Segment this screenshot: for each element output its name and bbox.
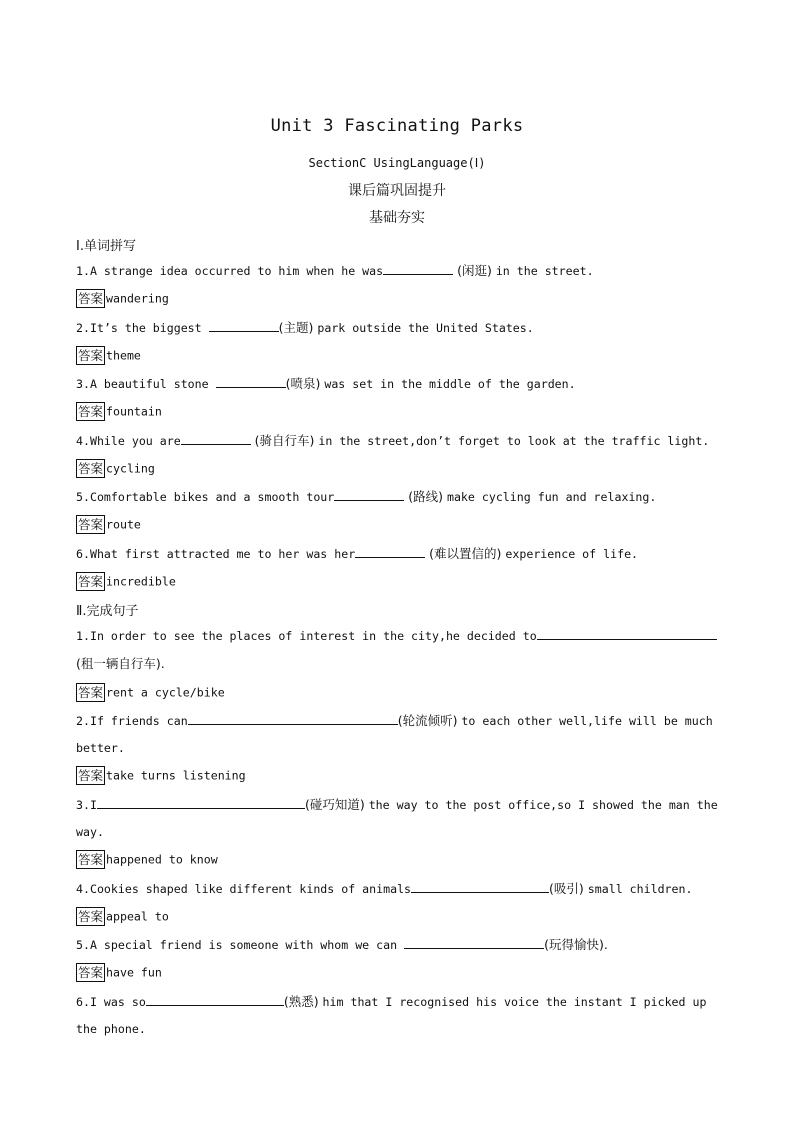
part1-answer-6: 答案 incredible — [78, 574, 176, 589]
part1-answer-3: 答案 fountain — [78, 404, 162, 419]
page-title: Unit 3 Fascinating Parks — [270, 116, 524, 136]
answer-blank — [383, 262, 453, 275]
answer-blank — [188, 712, 398, 725]
answer-blank — [355, 545, 425, 558]
answer-label: 答案 — [78, 291, 104, 306]
part2-answer-3: 答案 happened to know — [78, 852, 218, 867]
answer-label: 答案 — [78, 768, 104, 783]
answer-label: 答案 — [78, 404, 104, 419]
part1-question-3: 3.A beautiful stone (喷泉) was set in the middle of the garden. — [76, 376, 576, 391]
part2-question-3: 3.I (碰巧知道) the way to the post office,so I showed the man the way. — [76, 797, 718, 839]
part2-question-6: 6.I was so (熟悉) him that I recognised his voice the instant I picked up the phone. — [76, 994, 707, 1036]
answer-blank — [216, 375, 286, 388]
answer-label: 答案 — [78, 517, 104, 532]
part2-question-4: 4.Cookies shaped like different kinds of animals (吸引) small children. — [76, 881, 693, 896]
answer-blank — [181, 432, 251, 445]
part1-question-5: 5.Comfortable bikes and a smooth tour (路线) make cycling fun and relaxing. — [76, 489, 657, 504]
subtitle-basics: 基础夯实 — [369, 210, 425, 226]
part2-answer-1: 答案 rent a cycle/bike — [78, 685, 225, 700]
answer-label: 答案 — [78, 574, 104, 589]
answer-blank — [334, 488, 404, 501]
answer-label: 答案 — [78, 461, 104, 476]
part1-answer-1: 答案 wandering — [78, 291, 169, 306]
part2-answer-2: 答案 take turns listening — [78, 768, 246, 783]
part1-answer-4: 答案 cycling — [78, 461, 155, 476]
part1-heading: Ⅰ.单词拼写 — [76, 239, 136, 254]
part1-question-2: 2.It’s the biggest (主题) park outside the United States. — [76, 320, 534, 335]
part1-question-6: 6.What first attracted me to her was her (难以置信的) experience of life. — [76, 546, 639, 561]
answer-label: 答案 — [78, 348, 104, 363]
answer-blank — [209, 319, 279, 332]
answer-blank — [537, 627, 717, 640]
part2-heading: Ⅱ.完成句子 — [76, 604, 139, 619]
part2-answer-5: 答案 have fun — [78, 965, 162, 980]
subtitle-consolidation: 课后篇巩固提升 — [348, 183, 446, 199]
answer-label: 答案 — [78, 965, 104, 980]
part2-answer-4: 答案 appeal to — [78, 909, 169, 924]
part2-question-1: 1.In order to see the places of interest in the city,he decided to (租一辆自行车). — [76, 623, 721, 678]
answer-label: 答案 — [78, 852, 104, 867]
part1-answer-2: 答案 theme — [78, 348, 141, 363]
part1-answer-5: 答案 route — [78, 517, 141, 532]
answer-blank — [404, 936, 544, 949]
part2-question-5: 5.A special friend is someone with whom we can (玩得愉快). — [76, 937, 608, 952]
answer-blank — [411, 880, 549, 893]
part2-question-2: 2.If friends can (轮流倾听) to each other well,life will be much better. — [76, 713, 713, 755]
answer-blank — [97, 796, 305, 809]
part1-question-1: 1.A strange idea occurred to him when he was (闲逛) in the street. — [76, 263, 594, 278]
section-title: SectionC UsingLanguage(Ⅰ) — [308, 156, 486, 170]
answer-label: 答案 — [78, 685, 104, 700]
part1-question-4: 4.While you are (骑自行车) in the street,don’t forget to look at the traffic light. — [76, 433, 710, 448]
answer-label: 答案 — [78, 909, 104, 924]
answer-blank — [146, 993, 284, 1006]
